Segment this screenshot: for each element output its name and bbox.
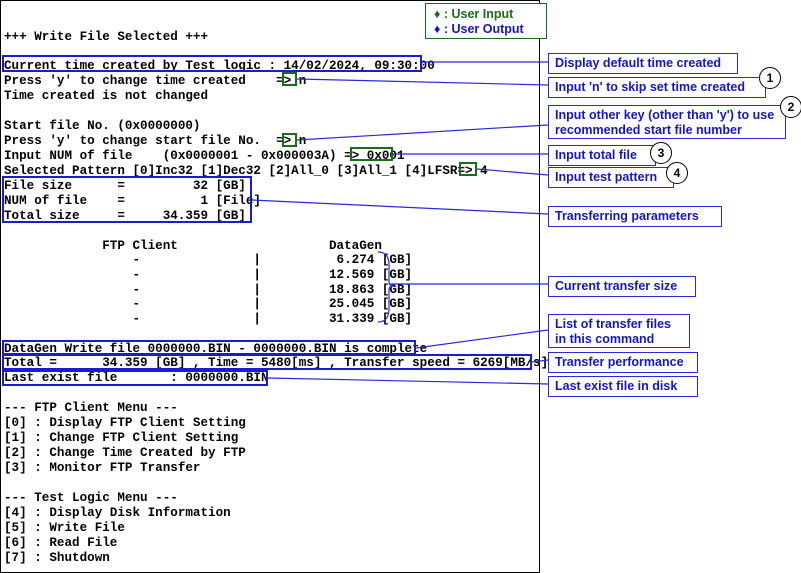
terminal-line: NUM of file = 1 [File]: [4, 194, 261, 208]
callout-current-transfer: Current transfer size: [548, 276, 696, 297]
legend-input: ♦ : User Input: [434, 7, 514, 21]
terminal-line: - | 18.863 [GB]: [4, 283, 413, 297]
terminal-line: --- Test Logic Menu ---: [4, 491, 178, 505]
callout-transfer-params: Transferring parameters: [548, 206, 722, 227]
callout-transfer-performance: Transfer performance: [548, 352, 698, 373]
terminal-line: [4] : Display Disk Information: [4, 506, 231, 520]
terminal-line: [1] : Change FTP Client Setting: [4, 431, 239, 445]
terminal-line: DataGen Write file 0000000.BIN - 0000000.BIN is complete: [4, 342, 428, 356]
terminal-line: [6] : Read File: [4, 536, 118, 550]
legend-output: ♦ : User Output: [434, 22, 524, 36]
terminal-line: Current time created by Test logic : 14/02/2024, 09:30:00: [4, 59, 435, 73]
terminal-line: [7] : Shutdown: [4, 551, 110, 565]
terminal-line: FTP Client DataGen: [4, 239, 382, 253]
terminal-line: Press 'y' to change start file No. => n: [4, 134, 307, 148]
callout-transfer-files: List of transfer files in this command: [548, 314, 690, 348]
terminal-line: [3] : Monitor FTP Transfer: [4, 461, 201, 475]
terminal-line: Total size = 34.359 [GB]: [4, 209, 246, 223]
terminal-line: Start file No. (0x0000000): [4, 119, 201, 133]
terminal-line: File size = 32 [GB]: [4, 179, 246, 193]
terminal-line: Press 'y' to change time created => n: [4, 74, 307, 88]
terminal-line: Total = 34.359 [GB] , Time = 5480[ms] , Transfer speed = 6269[MB/s]: [4, 356, 549, 370]
badge-3: 3: [650, 142, 672, 164]
badge-1: 1: [759, 67, 781, 89]
terminal-line: Input NUM of file (0x0000001 - 0x000003A) => 0x001: [4, 149, 405, 163]
callout-total-file: Input total file: [548, 145, 656, 166]
terminal-line: [5] : Write File: [4, 521, 125, 535]
terminal-line: Time created is not changed: [4, 89, 209, 103]
callout-test-pattern: Input test pattern: [548, 167, 674, 188]
callout-skip-time: Input 'n' to skip set time created: [548, 77, 766, 98]
callout-display-time: Display default time created: [548, 53, 738, 74]
callout-last-file: Last exist file in disk: [548, 376, 698, 397]
terminal-line: - | 6.274 [GB]: [4, 253, 413, 267]
terminal-line: - | 25.045 [GB]: [4, 297, 413, 311]
terminal-line: Last exist file : 0000000.BIN: [4, 371, 269, 385]
terminal-line: - | 31.339 [GB]: [4, 312, 413, 326]
terminal-line: [0] : Display FTP Client Setting: [4, 416, 246, 430]
terminal-line: Selected Pattern [0]Inc32 [1]Dec32 [2]All_0 [3]All_1 [4]LFSR=> 4: [4, 164, 488, 178]
terminal-line: [2] : Change Time Created by FTP: [4, 446, 246, 460]
terminal-line: --- FTP Client Menu ---: [4, 401, 178, 415]
badge-2: 2: [780, 96, 801, 118]
callout-start-file: Input other key (other than 'y') to use recommended start file number: [548, 105, 786, 139]
terminal-line: - | 12.569 [GB]: [4, 268, 413, 282]
terminal-line: +++ Write File Selected +++: [4, 30, 209, 44]
badge-4: 4: [666, 162, 688, 184]
